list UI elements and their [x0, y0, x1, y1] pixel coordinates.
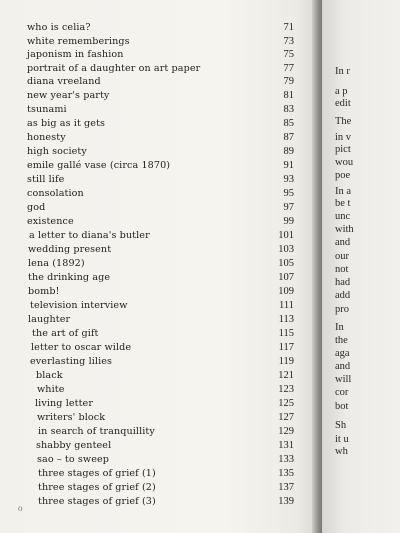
- toc-entry-title: laughter: [28, 314, 71, 325]
- toc-entry-page-number: 91: [283, 160, 294, 171]
- toc-entry: [0, 439, 318, 453]
- facing-page-text-line: with: [335, 224, 354, 235]
- toc-entry-title: the art of gift: [32, 328, 99, 339]
- toc-entry-title: the drinking age: [28, 272, 111, 283]
- toc-entry: [0, 467, 318, 481]
- facing-page-text-line: In a: [335, 186, 352, 197]
- toc-entry-page-number: 83: [283, 104, 294, 115]
- toc-entry: [0, 89, 318, 103]
- toc-entry: [0, 145, 318, 159]
- facing-page-text-line: cor: [335, 387, 349, 398]
- toc-entry-title: three stages of grief (3): [38, 496, 156, 507]
- toc-entry: [0, 215, 318, 229]
- facing-page-text-line: a p: [335, 86, 348, 97]
- facing-page-text-line: unc: [335, 211, 351, 222]
- toc-entry-title: diana vreeland: [27, 76, 101, 87]
- toc-entry-page-number: 81: [283, 90, 294, 101]
- toc-entry-title: three stages of grief (2): [38, 482, 156, 493]
- toc-entry-page-number: 137: [278, 482, 294, 493]
- toc-entry-title: high society: [27, 146, 87, 157]
- toc-entry: [0, 131, 318, 145]
- toc-entry: [0, 341, 318, 355]
- facing-page-text-line: add: [335, 290, 351, 301]
- toc-entry-title: white rememberings: [27, 36, 130, 47]
- facing-page-text-line: our: [335, 251, 349, 262]
- toc-entry: [0, 411, 318, 425]
- toc-entry-page-number: 121: [278, 370, 294, 381]
- toc-entry: [0, 299, 318, 313]
- toc-entry-title: emile gallé vase (circa 1870): [27, 160, 171, 171]
- toc-entry-page-number: 111: [279, 300, 294, 311]
- page-folio: o: [18, 503, 23, 513]
- toc-entry: [0, 383, 318, 397]
- toc-entry-title: still life: [27, 174, 65, 185]
- toc-entry-page-number: 119: [278, 356, 294, 367]
- toc-entry-title: white: [37, 384, 65, 395]
- toc-entry-page-number: 89: [283, 146, 294, 157]
- toc-entry: [0, 313, 318, 327]
- toc-entry: [0, 257, 318, 271]
- toc-entry-title: lena (1892): [28, 258, 85, 269]
- toc-entry: [0, 201, 318, 215]
- toc-entry-page-number: 109: [278, 286, 294, 297]
- toc-entry-title: television interview: [30, 300, 128, 311]
- toc-entry-page-number: 123: [278, 384, 294, 395]
- toc-entry-page-number: 85: [283, 118, 294, 129]
- toc-entry-page-number: 79: [283, 76, 294, 87]
- facing-page-text-line: aga: [335, 348, 350, 359]
- toc-entry-title: in search of tranquillity: [38, 426, 155, 437]
- toc-entry-title: consolation: [27, 188, 84, 199]
- toc-entry-title: japonism in fashion: [27, 49, 124, 60]
- facing-page-text-line: The: [335, 116, 352, 127]
- toc-entry-page-number: 113: [278, 314, 294, 325]
- facing-page-text-line: in v: [335, 132, 352, 143]
- facing-page-text-line: poe: [335, 170, 351, 181]
- toc-entry-page-number: 107: [278, 272, 294, 283]
- toc-entry: [0, 229, 318, 243]
- toc-entry: [0, 75, 318, 89]
- toc-entry-page-number: 125: [278, 398, 294, 409]
- facing-page: [322, 0, 400, 533]
- toc-entry: [0, 103, 318, 117]
- toc-entry: [0, 62, 318, 76]
- toc-entry: [0, 285, 318, 299]
- facing-page-text-line: pict: [335, 144, 351, 155]
- facing-page-text-line: and: [335, 361, 351, 372]
- toc-entry-page-number: 77: [283, 63, 294, 74]
- toc-entry-title: living letter: [35, 398, 94, 409]
- toc-entry-title: god: [27, 202, 46, 213]
- toc-entry: [0, 187, 318, 201]
- toc-entry-page-number: 71: [283, 22, 294, 33]
- toc-entry-page-number: 73: [283, 36, 294, 47]
- facing-page-text-line: wh: [335, 446, 348, 457]
- toc-entry-page-number: 97: [283, 202, 294, 213]
- facing-page-text-line: the: [335, 335, 348, 346]
- toc-entry-page-number: 105: [278, 258, 294, 269]
- toc-entry: [0, 48, 318, 62]
- toc-entry: [0, 159, 318, 173]
- facing-page-text-line: In: [335, 322, 344, 333]
- facing-page-text-line: edit: [335, 98, 351, 109]
- facing-page-text-line: be t: [335, 198, 351, 209]
- toc-entry: [0, 117, 318, 131]
- toc-entry-title: three stages of grief (1): [38, 468, 156, 479]
- toc-entry: [0, 453, 318, 467]
- toc-entry: [0, 397, 318, 411]
- toc-entry-page-number: 103: [278, 244, 294, 255]
- facing-page-text-line: pro: [335, 304, 349, 315]
- toc-entry-page-number: 117: [278, 342, 294, 353]
- toc-entry-title: who is celia?: [27, 22, 91, 33]
- toc-entry-title: as big as it gets: [27, 118, 106, 129]
- toc-entry-title: portrait of a daughter on art paper: [27, 63, 201, 74]
- toc-entry-page-number: 93: [283, 174, 294, 185]
- toc-entry: [0, 369, 318, 383]
- toc-entry-page-number: 133: [278, 454, 294, 465]
- facing-page-text-line: not: [335, 264, 349, 275]
- toc-entry-title: honesty: [27, 132, 66, 143]
- toc-entry: [0, 481, 318, 495]
- toc-entry: [0, 495, 318, 509]
- toc-entry-page-number: 95: [283, 188, 294, 199]
- toc-entry-title: sao – to sweep: [37, 454, 110, 465]
- toc-entry-page-number: 87: [283, 132, 294, 143]
- toc-entry: [0, 21, 318, 35]
- toc-entry-page-number: 75: [283, 49, 294, 60]
- facing-page-text-line: will: [335, 374, 352, 385]
- toc-entry-title: writers' block: [37, 412, 106, 423]
- toc-entry-page-number: 115: [278, 328, 294, 339]
- facing-page-text-line: In r: [335, 66, 350, 77]
- facing-page-text-line: it u: [335, 434, 349, 445]
- toc-entry-title: existence: [27, 216, 74, 227]
- toc-entry: [0, 35, 318, 49]
- toc-entry: [0, 355, 318, 369]
- toc-entry: [0, 327, 318, 341]
- toc-entry-title: wedding present: [28, 244, 112, 255]
- facing-page-text-line: wou: [335, 157, 354, 168]
- toc-entry-title: bomb!: [28, 286, 60, 297]
- toc-entry: [0, 173, 318, 187]
- toc-entry-title: a letter to diana's butler: [29, 230, 150, 241]
- toc-entry-page-number: 135: [278, 468, 294, 479]
- toc-entry: [0, 271, 318, 285]
- facing-page-text-line: had: [335, 277, 351, 288]
- toc-entry-title: everlasting lilies: [30, 356, 113, 367]
- facing-page-text-line: Sh: [335, 420, 347, 431]
- toc-entry-title: letter to oscar wilde: [31, 342, 132, 353]
- toc-entry: [0, 243, 318, 257]
- toc-entry-page-number: 131: [278, 440, 294, 451]
- toc-entry-title: shabby genteel: [36, 440, 112, 451]
- toc-entry-page-number: 127: [278, 412, 294, 423]
- toc-entry-page-number: 129: [278, 426, 294, 437]
- toc-entry-page-number: 139: [278, 496, 294, 507]
- toc-entry: [0, 425, 318, 439]
- toc-entry-title: new year's party: [27, 90, 110, 101]
- toc-entry-page-number: 99: [283, 216, 294, 227]
- toc-entry-page-number: 101: [278, 230, 294, 241]
- facing-page-text-line: and: [335, 237, 351, 248]
- toc-entry-title: black: [36, 370, 63, 381]
- facing-page-text-line: bot: [335, 401, 349, 412]
- toc-entry-title: tsunami: [27, 104, 67, 115]
